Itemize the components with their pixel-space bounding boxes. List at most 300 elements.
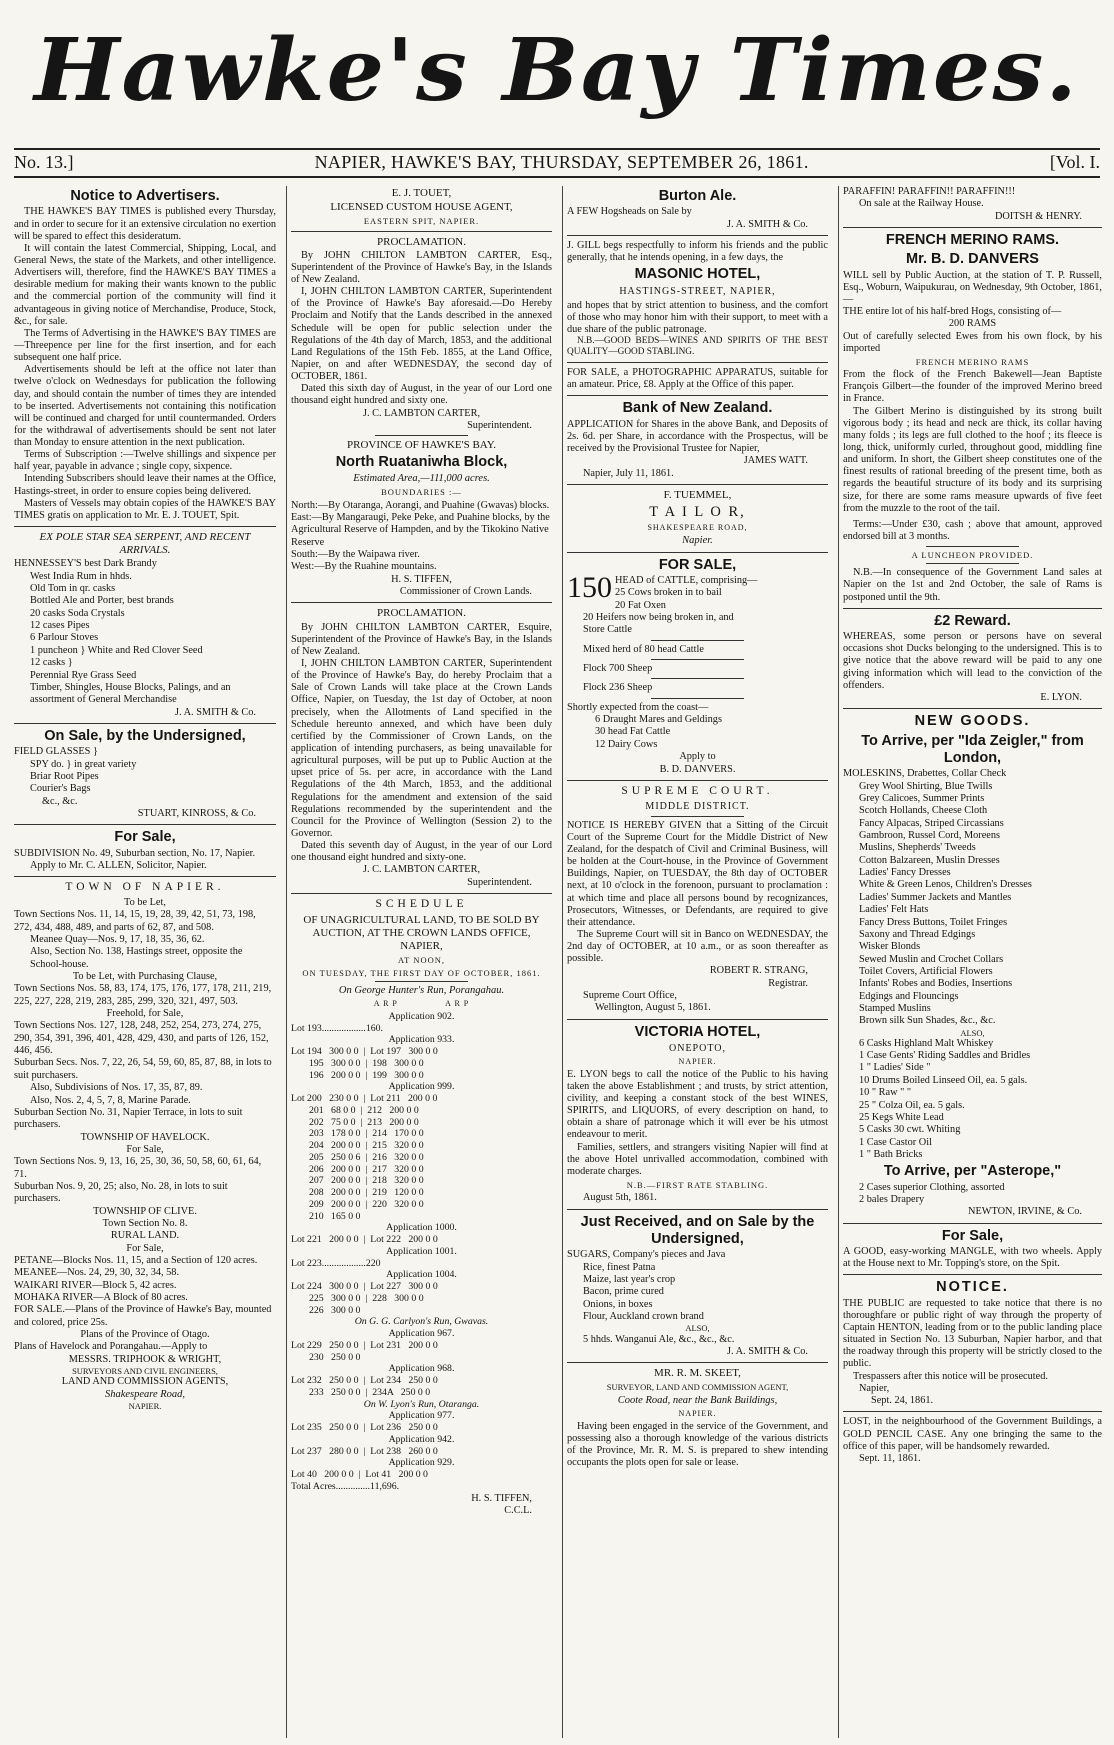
schedule-application: Application 977. bbox=[388, 1410, 455, 1422]
asterope-heading: To Arrive, per "Asterope," bbox=[883, 1163, 1062, 1180]
signature: E. LYON. bbox=[1040, 691, 1082, 703]
list-item: Rice, finest Patna bbox=[583, 1261, 656, 1273]
signature: B. D. DANVERS. bbox=[659, 763, 736, 775]
schedule-row: Total Acres..............11,696. bbox=[291, 1480, 400, 1492]
block-heading: North Ruataniwha Block, bbox=[335, 454, 508, 471]
signature: J. A. SMITH & Co. bbox=[727, 218, 808, 230]
schedule-row: 210 165 0 0 bbox=[309, 1210, 361, 1222]
run-heading: On G. G. Carlyon's Run, Gwavas. bbox=[354, 1316, 489, 1328]
paragraph: Advertisements should be left at the office not later than twelve o'clock on Wednesdays for publication the following day, and should contain the number of times they are intended to be inserted. Advertisements not containing this notification will be continued and charged for until countermanded. Orders for the withdrawal of advertisements should be sent not later than Monday to ensure attention in the next publication. bbox=[14, 364, 276, 449]
signature: J. A. SMITH & Co. bbox=[175, 706, 256, 718]
schedule-row: 230 250 0 0 bbox=[309, 1351, 361, 1363]
schedule-row: Lot 194 300 0 0 | Lot 197 300 0 0 bbox=[291, 1046, 438, 1058]
schedule-row: 207 200 0 0 | 218 320 0 0 bbox=[309, 1175, 424, 1187]
divider bbox=[14, 876, 276, 877]
list-item: Briar Root Pipes bbox=[30, 770, 99, 782]
divider bbox=[651, 698, 745, 699]
list-item: Shortly expected from the coast— bbox=[567, 701, 709, 713]
divider bbox=[291, 231, 552, 232]
signature: H. S. TIFFEN, bbox=[471, 1492, 532, 1504]
list-item: Ladies' Summer Jackets and Mantles bbox=[859, 891, 1012, 903]
date: August 5th, 1861. bbox=[583, 1192, 657, 1204]
forsale-heading: For Sale, bbox=[114, 829, 176, 846]
town: NAPIER. bbox=[128, 1401, 162, 1412]
schedule-application: Application 1001. bbox=[386, 1245, 457, 1257]
list-item: Onions, in boxes bbox=[583, 1298, 653, 1310]
also-line: ALSO, bbox=[960, 1027, 985, 1038]
paragraph: N.B.—In consequence of the Government Land sales at Napier on the 1st and 2nd October, the sale of Rams is postponed until the 9th. bbox=[843, 567, 1102, 603]
danvers-heading: Mr. B. D. DANVERS bbox=[906, 251, 1039, 268]
divider bbox=[843, 1223, 1102, 1224]
run-heading: On George Hunter's Run, Porangahau. bbox=[338, 984, 505, 996]
schedule-row: 205 250 0 6 | 216 320 0 0 bbox=[309, 1151, 424, 1163]
list-item: 1 Case Castor Oil bbox=[859, 1136, 932, 1148]
schedule-application: Application 942. bbox=[388, 1433, 455, 1445]
notice-heading: NOTICE. bbox=[936, 1279, 1009, 1296]
skeet-town: NAPIER. bbox=[678, 1409, 717, 1419]
divider bbox=[567, 1209, 828, 1210]
list-item: 6 Parlour Stoves bbox=[30, 632, 99, 644]
issue-number: No. 13.] bbox=[14, 152, 74, 173]
list-item: &c., &c. bbox=[42, 795, 78, 807]
cattle-number: 150 bbox=[567, 571, 612, 605]
victoria-town: NAPIER. bbox=[678, 1057, 717, 1067]
list-item: 1 puncheon } White and Red Clover Seed bbox=[30, 644, 203, 656]
run-heading: On W. Lyon's Run, Otaranga. bbox=[363, 1398, 480, 1410]
town-heading: TOWN OF NAPIER. bbox=[65, 881, 225, 894]
list-item: Plans of Havelock and Porangahau.—Apply to bbox=[14, 1341, 208, 1353]
signature: NEWTON, IRVINE, & Co. bbox=[968, 1206, 1082, 1218]
luncheon-line: A LUNCHEON PROVIDED. bbox=[911, 550, 1034, 561]
divider bbox=[926, 563, 1019, 564]
list-item: FOR SALE.—Plans of the Province of Hawke's Bay, mounted and colored, price 25s. bbox=[14, 1304, 272, 1328]
signature-role: Registrar. bbox=[768, 977, 808, 989]
paragraph: Masters of Vessels may obtain copies of the HAWKE'S BAY TIMES gratis on application to Mr. E. J. TOUET, Spit. bbox=[14, 497, 276, 521]
signature-role: Superintendent. bbox=[467, 419, 532, 431]
paragraph: WHEREAS, some person or persons have on several occasions shot Ducks belonging to the undersigned. This is to give notice that the above reward will be paid to any one giving information which will lead to the conviction of the offenders. bbox=[843, 631, 1102, 691]
schedule-row: 201 68 0 0 | 212 200 0 0 bbox=[309, 1104, 419, 1116]
mangle-heading: For Sale, bbox=[941, 1227, 1004, 1244]
list-item: West:—By the Ruahine mountains. bbox=[291, 561, 437, 573]
paragraph: THE PUBLIC are requested to take notice that there is no thoroughfare or public right of way through the property of Captain HENTON, leading from or to the public landing place situated in Section No. 13 Suburban, Napier harbor, and that the roadway through this property will be strictly closed to the public. bbox=[843, 1297, 1102, 1370]
divider bbox=[567, 1362, 828, 1363]
list-item: Suburban Secs. Nos. 7, 22, 26, 54, 59, 60, 85, 87, 88, in lots to suit purchasers. bbox=[14, 1057, 272, 1081]
paragraph: APPLICATION for Shares in the above Bank, and Deposits of 2s. 6d. per Share, in accordance with the Prospectus, will be received by the Provisional Trustee for Napier, bbox=[567, 418, 828, 455]
list-item: MOHAKA RIVER—A Block of 80 acres. bbox=[14, 1292, 188, 1304]
list-item: Also, Section No. 138, Hastings street, opposite the School-house. bbox=[30, 946, 243, 970]
list-item: TOWNSHIP OF CLIVE. bbox=[93, 1205, 197, 1217]
list-item: 25 Kegs White Lead bbox=[859, 1111, 944, 1123]
divider bbox=[567, 484, 828, 485]
tailor-address: SHAKESPEARE ROAD, bbox=[647, 523, 748, 533]
signature: J. A. SMITH & Co. bbox=[727, 1345, 808, 1357]
schedule-row: 226 300 0 0 bbox=[309, 1304, 361, 1316]
paragraph: FOR SALE, a PHOTOGRAPHIC APPARATUS, suitable for an amateur. Price, £8. Apply at the Office of this paper. bbox=[567, 367, 828, 391]
paragraph: From the flock of the French Bakewell—Jean Baptiste François Gilbert—the founder of the improved Merino breed in France. bbox=[843, 369, 1102, 405]
list-item: Edgings and Flouncings bbox=[859, 990, 959, 1002]
paragraph: N.B.—GOOD BEDS—WINES AND SPIRITS OF THE BEST QUALITY—GOOD STABLING. bbox=[567, 336, 828, 358]
list-item: Freehold, for Sale, bbox=[106, 1008, 184, 1020]
list-item: Perennial Rye Grass Seed bbox=[30, 669, 137, 681]
paragraph: Dated this sixth day of August, in the year of our Lord one thousand eight hundred and sixty one. bbox=[291, 383, 552, 407]
boundaries-heading: BOUNDARIES :— bbox=[381, 487, 462, 498]
paragraph: I, JOHN CHILTON LAMBTON CARTER, Superintendent of the Province of Hawke's Bay, do hereby Proclaim that a Sale of Crown Lands will take place at the Crown Lands Office, Napier, on Tuesday, the 1st day of October, at noon precisely, when the Allotments of Land specified in the Schedule hereunto annexed, and which have been duly certified by the Commissioner of Crown Lands, on the application of intending purchasers, as being unavailable for agricultural purposes, will be put up to Public Auction at the upset price of 5s. per acre, in accordance with the Land Regulations of the 4th March, 1853, and the additional Regulations for the amendment and extension of the said Regulations recommended by the superintendent and the Council for the Province of Wellington (Session 2) to the Governor. bbox=[291, 657, 552, 839]
paragraph: By JOHN CHILTON LAMBTON CARTER, Esquire, Superintendent of the Province of Hawke's Bay, in the Islands of New Zealand. bbox=[291, 621, 552, 657]
list-item: Saxony and Thread Edgings bbox=[859, 928, 976, 940]
schedule-row: 202 75 0 0 | 213 200 0 0 bbox=[309, 1116, 419, 1128]
signature-role: SURVEYORS AND CIVIL ENGINEERS, bbox=[72, 1366, 218, 1377]
paragraph: THE entire lot of his half-bred Hogs, consisting of— bbox=[843, 306, 1062, 318]
paragraph: The Gilbert Merino is distinguished by its strong built vigorous body ; its head and neck are thick, its collar having many folds ; its legs are full clothed to the hoof ; its fleece is long, thick, uniformly curled, throughout good, middling fine and uniform. In short, the Gilbert sheep constitutes one of the finest results of rational breeding of the present time, both as regards the beautiful structure of its body and its surprising size, for there are some rams measure upwards of five feet from the muzzle to the root of the tail. bbox=[843, 405, 1102, 514]
list-item: Wisker Blonds bbox=[859, 941, 921, 953]
newspaper-title: Hawke's Bay Times. bbox=[34, 20, 1080, 121]
proclamation-heading: PROCLAMATION. bbox=[377, 607, 466, 620]
paragraph: It will contain the latest Commercial, Shipping, Local, and General News, the state of the Markets, and other intelligence. Advertisers will, therefore, find the HAWKE'S BAY TIMES a desirable medium for making their wants known to the public and the commercial portion of the community will find it advantageous in giving notice of Merchandise, Produce, Stock, &c., for sale. bbox=[14, 242, 276, 327]
victoria-heading: VICTORIA HOTEL, bbox=[634, 1023, 761, 1040]
signature-role: C.C.L. bbox=[504, 1505, 532, 1517]
signature-role: Superintendent. bbox=[467, 876, 532, 888]
masonic-heading: MASONIC HOTEL, bbox=[634, 266, 761, 283]
divider bbox=[14, 526, 276, 527]
victoria-sub: ONEPOTO, bbox=[669, 1043, 726, 1055]
paragraph: WILL sell by Public Auction, at the station of T. P. Russell, Esq., Woburn, Waipukurau, on Wednesday, 9th October, 1861,— bbox=[843, 269, 1102, 306]
signature: J. C. LAMBTON CARTER, bbox=[362, 407, 481, 419]
dateline bbox=[14, 148, 1100, 178]
list-item: Mixed herd of 80 head Cattle bbox=[583, 643, 704, 655]
column-1 bbox=[10, 186, 280, 1738]
list-item: RURAL LAND. bbox=[110, 1230, 180, 1242]
paragraph: SUBDIVISION No. 49, Suburban section, No. 17, Napier. bbox=[14, 847, 256, 859]
divider bbox=[291, 602, 552, 603]
list-item: Ladies' Fancy Dresses bbox=[859, 867, 951, 879]
list-item: Ladies' Felt Hats bbox=[859, 904, 929, 916]
schedule-row: Lot 193..................160. bbox=[291, 1022, 383, 1034]
schedule-application: Application 1000. bbox=[386, 1222, 457, 1234]
list-item: 10 " Raw " " bbox=[859, 1087, 912, 1099]
schedule-application: Application 929. bbox=[388, 1457, 455, 1469]
burton-heading: Burton Ale. bbox=[658, 188, 737, 204]
list-item: HENNESSEY'S best Dark Brandy bbox=[14, 558, 157, 570]
list-item: South:—By the Waipawa river. bbox=[291, 549, 420, 560]
paragraph: Trespassers after this notice will be prosecuted. bbox=[853, 1370, 1048, 1382]
goods-heading: NEW GOODS. bbox=[914, 713, 1031, 730]
schedule-row: 204 200 0 0 | 215 320 0 0 bbox=[309, 1140, 424, 1152]
list-item: Town Sections Nos. 127, 128, 248, 252, 254, 273, 274, 275, 290, 354, 391, 396, 401, 428, 429, 430, and parts of 126, 152, 446, 456. bbox=[14, 1020, 269, 1057]
schedule-row: 209 200 0 0 | 220 320 0 0 bbox=[309, 1198, 424, 1210]
skeet-address: Coote Road, near the Bank Buildings, bbox=[617, 1394, 778, 1406]
list-item: Grey Wool Shirting, Blue Twills bbox=[859, 780, 993, 792]
list-item: Sewed Muslin and Crochet Collars bbox=[859, 953, 1004, 965]
proclamation-heading: PROCLAMATION. bbox=[377, 235, 466, 248]
schedule-row: Lot 200 230 0 0 | Lot 211 200 0 0 bbox=[291, 1093, 438, 1105]
paragraph: Families, settlers, and strangers visiting Napier will find at the above Hotel unrivalled accommodation, combined with moderate charges. bbox=[567, 1141, 828, 1177]
paragraph: Terms:—Under £30, cash ; above that amount, approved endorsed bill at 3 months. bbox=[843, 518, 1102, 543]
arp-header: A R P A R P bbox=[373, 999, 470, 1009]
list-item: West India Rum in hhds. bbox=[30, 570, 132, 582]
list-item: Plans of the Province of Otago. bbox=[80, 1329, 210, 1341]
serpent-heading: EX POLE STAR SEA SERPENT, AND RECENT ARRIVALS. bbox=[39, 531, 251, 557]
list-item: 25 " Colza Oil, ea. 5 gals. bbox=[859, 1099, 965, 1111]
bank-heading: Bank of New Zealand. bbox=[622, 400, 773, 417]
schedule-row: 206 200 0 0 | 217 320 0 0 bbox=[309, 1163, 424, 1175]
list-item: Timber, Shingles, House Blocks, Palings, and an assortment of General Merchandise bbox=[30, 681, 231, 706]
list-item: 1 Case Gents' Riding Saddles and Bridles bbox=[859, 1050, 1031, 1062]
paragraph: J. GILL begs respectfully to inform his friends and the public generally, that he intends opening, in a few days, the bbox=[567, 240, 828, 264]
notice-advertisers-heading: Notice to Advertisers. bbox=[70, 188, 220, 204]
province-heading: PROVINCE OF HAWKE'S BAY. bbox=[346, 439, 496, 452]
divider bbox=[926, 546, 1019, 547]
divider bbox=[375, 981, 469, 982]
list-item: Also, Nos. 2, 4, 5, 7, 8, Marine Parade. bbox=[30, 1094, 191, 1106]
list-item: Infants' Robes and Bodies, Insertions bbox=[859, 978, 1013, 990]
schedule-row: Lot 40 200 0 0 | Lot 41 200 0 0 bbox=[291, 1469, 428, 1481]
schedule-application: Application 968. bbox=[388, 1363, 455, 1375]
list-item: 20 casks Soda Crystals bbox=[30, 607, 125, 619]
schedule-row: Lot 232 250 0 0 | Lot 234 250 0 0 bbox=[291, 1375, 438, 1387]
list-item: White & Green Lenos, Children's Dresses bbox=[859, 879, 1032, 891]
list-item: To be Let, with Purchasing Clause, bbox=[72, 971, 218, 983]
paragraph: On sale at the Railway House. bbox=[859, 198, 984, 210]
divider bbox=[843, 608, 1102, 609]
list-item: Muslins, Shepherds' Tweeds bbox=[859, 842, 976, 854]
signature-role: LAND AND COMMISSION AGENTS, bbox=[61, 1376, 229, 1388]
date: Napier, July 11, 1861. bbox=[583, 467, 674, 479]
paragraph: NOTICE IS HEREBY GIVEN that a Sitting of the Circuit Court of the Supreme Court for the Middle District of New Zealand, for the despatch of Civil and Criminal Business, will be holden at the Court-house, in the Province of Government Buildings, Napier, on TUESDAY, the 8th day of OCTOBER next, at 10 o'clock in the forenoon, pursuant to proclamation : at which time and place all persons bound by recognizances, Prosecutors, Witnesses, or Defendants, are required to give their attendance. bbox=[567, 819, 828, 928]
schedule-row: Lot 229 250 0 0 | Lot 231 200 0 0 bbox=[291, 1339, 438, 1351]
schedule-row: 203 178 0 0 | 214 170 0 0 bbox=[309, 1128, 424, 1140]
list-item: 1 " Bath Bricks bbox=[859, 1148, 923, 1160]
list-item: TOWNSHIP OF HAVELOCK. bbox=[80, 1131, 210, 1143]
fmr-line: FRENCH MERINO RAMS bbox=[915, 357, 1030, 367]
tailor-name: F. TUEMMEL, bbox=[663, 488, 732, 501]
list-item: SPY do. } in great variety bbox=[30, 758, 137, 770]
list-item: ALSO, bbox=[685, 1323, 710, 1334]
list-item: 5 hhds. Wanganui Ale, &c., &c., &c. bbox=[583, 1333, 735, 1345]
masonic-address: HASTINGS-STREET, NAPIER, bbox=[619, 285, 776, 297]
signature: MESSRS. TRIPHOOK & WRIGHT, bbox=[68, 1353, 222, 1365]
divider bbox=[567, 552, 828, 553]
block-area: Estimated Area,—111,000 acres. bbox=[353, 472, 490, 484]
divider bbox=[567, 362, 828, 363]
schedule-row: 195 300 0 0 | 198 300 0 0 bbox=[309, 1057, 424, 1069]
schedule-row: 196 200 0 0 | 199 300 0 0 bbox=[309, 1069, 424, 1081]
list-item: Cotton Balzareen, Muslin Dresses bbox=[859, 854, 1000, 866]
list-item: 20 Fat Oxen bbox=[615, 599, 666, 611]
divider bbox=[651, 640, 745, 641]
list-item: Bottled Ale and Porter, best brands bbox=[30, 595, 174, 607]
paragraph: Terms of Subscription :—Twelve shillings and sixpence per half year, payable in advance ; single copy, sixpence. bbox=[14, 449, 276, 473]
court-sub: MIDDLE DISTRICT. bbox=[645, 800, 750, 812]
office: Supreme Court Office, bbox=[583, 990, 677, 1002]
list-item: Flock 236 Sheep bbox=[583, 682, 653, 694]
victoria-nb: N.B.—FIRST RATE STABLING. bbox=[626, 1179, 769, 1190]
divider bbox=[567, 235, 828, 236]
list-item: Bacon, prime cured bbox=[583, 1286, 664, 1298]
schedule-rows bbox=[291, 1011, 552, 1493]
paragraph: and hopes that by strict attention to business, and the comfort of those who may honor him with their support, to meet with a due share of the public patronage. bbox=[567, 299, 828, 336]
list-item: 20 Heifers now being broken in, and bbox=[583, 612, 734, 624]
paragraph: The Supreme Court will sit in Banco on WEDNESDAY, the 2nd day of OCTOBER, at 10 a.m., or as soon thereafter as possible. bbox=[567, 928, 828, 965]
paragraph: E. LYON begs to call the notice of the Public to his having taken the above Establishment ; and trusts, by strict attention, civility, and keeping a constant stock of the best WINES, SPIRITS, and LIQUORS, of every description on hand, to obtain a share of patronage which it will ever be his utmost endeavour to merit. bbox=[567, 1068, 828, 1141]
divider bbox=[843, 1274, 1102, 1275]
schedule-row: 208 200 0 0 | 219 120 0 0 bbox=[309, 1187, 424, 1199]
paragraph: Intending Subscribers should leave their names at the Office, Hastings-street, in order to ensure copies being delivered. bbox=[14, 473, 276, 497]
date: Sept. 11, 1861. bbox=[859, 1452, 921, 1464]
list-item: Town Sections Nos. 58, 83, 174, 175, 176, 177, 178, 211, 219, 225, 227, 228, 219, 283, 285, 299, 320, 321, 497, 503. bbox=[14, 983, 272, 1007]
list-item: 6 Draught Mares and Geldings bbox=[595, 714, 722, 726]
reward-heading: £2 Reward. bbox=[934, 612, 1011, 629]
list-item: Suburban Section No. 31, Napier Terrace, in lots to suit purchasers. bbox=[14, 1106, 243, 1131]
court-heading: SUPREME COURT. bbox=[621, 784, 774, 797]
list-item: Town Sections Nos. 11, 14, 15, 19, 28, 39, 42, 51, 73, 198, 272, 434, 488, 489, and parts of 62, 87, and 508. bbox=[14, 909, 256, 933]
list-item: To be Let, bbox=[124, 897, 166, 909]
paragraph: Dated this seventh day of August, in the year of our Lord one thousand eight hundred and sixty-one. bbox=[291, 840, 552, 864]
list-item: Toilet Covers, Artificial Flowers bbox=[859, 965, 993, 977]
skeet-name: MR. R. M. SKEET, bbox=[654, 1367, 741, 1380]
list-item: Gambroon, Russel Cord, Moreens bbox=[859, 830, 1000, 842]
paragraph: LOST, in the neighbourhood of the Government Buildings, a GOLD PENCIL CASE. Any one bringing the same to the office of this paper, will be handsomely rewarded. bbox=[843, 1416, 1102, 1452]
skeet-role: SURVEYOR, LAND AND COMMISSION AGENT, bbox=[606, 1382, 789, 1393]
signature: DOITSH & HENRY. bbox=[994, 210, 1082, 222]
list-item: Store Cattle bbox=[583, 624, 632, 636]
list-item: FIELD GLASSES } bbox=[14, 746, 98, 758]
schedule-application: Application 1004. bbox=[386, 1269, 457, 1281]
divider bbox=[567, 780, 828, 781]
date: Sept. 24, 1861. bbox=[871, 1395, 934, 1407]
schedule-application: Application 902. bbox=[388, 1010, 455, 1022]
touet-address: EASTERN SPIT, NAPIER. bbox=[363, 216, 480, 227]
rams-line: 200 RAMS bbox=[948, 318, 997, 330]
apply-line: Apply to Mr. C. ALLEN, Solicitor, Napier. bbox=[30, 859, 207, 871]
list-item: For Sale, bbox=[126, 1143, 164, 1155]
list-item: HEAD of CATTLE, comprising— bbox=[615, 575, 758, 587]
list-item: 1 " Ladies' Side " bbox=[859, 1062, 931, 1074]
address: Shakespeare Road, bbox=[104, 1388, 186, 1400]
list-item: Flock 700 Sheep bbox=[583, 663, 653, 675]
list-item: 2 Cases superior Clothing, assorted bbox=[859, 1181, 1005, 1193]
list-item: For Sale, bbox=[126, 1242, 164, 1254]
schedule-application: Application 999. bbox=[388, 1081, 455, 1093]
tailor-town: Napier. bbox=[682, 535, 713, 547]
received-heading: Just Received, and on Sale by the Undersigned, bbox=[580, 1213, 815, 1247]
list-item: Fancy Dress Buttons, Toilet Fringes bbox=[859, 916, 1008, 928]
list-item: MOLESKINS, Drabettes, Collar Check bbox=[843, 768, 1007, 780]
divider bbox=[843, 1411, 1102, 1412]
list-item: Flour, Auckland crown brand bbox=[583, 1311, 704, 1322]
list-item: 12 cases Pipes bbox=[30, 620, 90, 632]
schedule-application: Application 967. bbox=[388, 1328, 455, 1340]
cattle-heading: FOR SALE, bbox=[658, 556, 737, 573]
signature: J. C. LAMBTON CARTER, bbox=[362, 864, 481, 876]
list-item: 25 Cows broken in to bail bbox=[615, 587, 722, 599]
list-item: WAIKARI RIVER—Block 5, 42 acres. bbox=[14, 1279, 177, 1291]
paragraph: Out of carefully selected Ewes from his own flock, by his imported bbox=[843, 330, 1102, 354]
divider bbox=[843, 708, 1102, 709]
list-item: SUGARS, Company's pieces and Java bbox=[567, 1249, 726, 1261]
schedule-heading: SCHEDULE bbox=[375, 898, 468, 911]
divider bbox=[291, 893, 552, 894]
list-item: Fancy Alpacas, Striped Circassians bbox=[859, 817, 1004, 829]
paragraph: A FEW Hogsheads on Sale by bbox=[567, 206, 692, 218]
divider bbox=[375, 435, 469, 436]
onsale-heading: On Sale, by the Undersigned, bbox=[44, 727, 246, 744]
list-item: 10 Drums Boiled Linseed Oil, ea. 5 gals. bbox=[859, 1074, 1028, 1086]
paragraph: A GOOD, easy-working MANGLE, with two wheels. Apply at the House next to Mr. Topping's store, on the Spit. bbox=[843, 1246, 1102, 1270]
list-item: Suburban Nos. 9, 20, 25; also, No. 28, in lots to suit purchasers. bbox=[14, 1180, 228, 1205]
list-item: Grey Calicoes, Summer Prints bbox=[859, 793, 985, 805]
list-item: Maize, last year's crop bbox=[583, 1273, 676, 1285]
paragraph: THE HAWKE'S BAY TIMES is published every Thursday, and in order to secure for it an extensive circulation no exertion will be spared to effect this desideratum. bbox=[14, 206, 276, 242]
list-item: Meanee Quay—Nos. 9, 17, 18, 35, 36, 62. bbox=[30, 934, 205, 946]
signature: ROBERT R. STRANG, bbox=[709, 965, 808, 977]
divider bbox=[651, 659, 745, 660]
divider bbox=[567, 395, 828, 396]
list-item: Town Sections Nos. 9, 13, 16, 25, 30, 36, 50, 58, 60, 61, 64, 71. bbox=[14, 1156, 262, 1180]
schedule-application: Application 933. bbox=[388, 1034, 455, 1046]
list-item: North:—By Otaranga, Aorangi, and Puahine (Gwavas) blocks. bbox=[291, 499, 550, 511]
column-3 bbox=[562, 186, 832, 1738]
list-item: 6 Casks Highland Malt Whiskey bbox=[859, 1037, 994, 1049]
list-item: Also, Subdivisions of Nos. 17, 35, 87, 89. bbox=[30, 1082, 203, 1094]
schedule-row: Lot 221 200 0 0 | Lot 222 200 0 0 bbox=[291, 1234, 438, 1246]
signature: H. S. TIFFEN, bbox=[391, 573, 452, 585]
list-item: East:—By Mangaraugi, Peke Peke, and Puahine blocks, by the Agricultural Reserve of Hampden, and by the Tikokino Native Reserve bbox=[291, 511, 550, 548]
list-item: 5 Casks 30 cwt. Whiting bbox=[859, 1124, 961, 1136]
list-item: 30 head Fat Cattle bbox=[595, 726, 671, 738]
touet-role: LICENSED CUSTOM HOUSE AGENT, bbox=[330, 201, 513, 214]
list-item: MEANEE—Nos. 24, 29, 30, 32, 34, 58. bbox=[14, 1267, 180, 1279]
paragraph: Having been engaged in the service of the Government, and possessing also a thorough knowledge of the various districts of the Province, Mr. R. M. S. is prepared to shew intending occupants the plots open for sale or lease. bbox=[567, 1420, 828, 1469]
date: Wellington, August 5, 1861. bbox=[595, 1002, 711, 1014]
tailor-heading: T A I L O R, bbox=[649, 504, 746, 521]
signature: JAMES WATT. bbox=[743, 455, 808, 467]
list-item: Stamped Muslins bbox=[859, 1002, 931, 1014]
list-item: 12 casks } bbox=[30, 657, 73, 669]
list-item: Town Section No. 8. bbox=[102, 1217, 188, 1229]
divider bbox=[567, 1019, 828, 1020]
list-item: 2 bales Drapery bbox=[859, 1193, 925, 1205]
schedule-row: Lot 223..................220 bbox=[291, 1257, 381, 1269]
list-item: Apply to bbox=[679, 751, 716, 763]
signature-role: Commissioner of Crown Lands. bbox=[399, 586, 532, 598]
volume: [Vol. I. bbox=[1049, 152, 1100, 173]
list-item: Scotch Hollands, Cheese Cloth bbox=[859, 805, 988, 817]
divider bbox=[651, 678, 745, 679]
touet-name: E. J. TOUET, bbox=[391, 187, 452, 199]
schedule-date: ON TUESDAY, THE FIRST DAY OF OCTOBER, 1861. bbox=[302, 967, 541, 978]
place: Napier, bbox=[859, 1382, 890, 1394]
paragraph: By JOHN CHILTON LAMBTON CARTER, Esq., Superintendent of the Province of Hawke's Bay, in the Islands of New Zealand. bbox=[291, 249, 552, 286]
list-item: Brown silk Sun Shades, &c., &c. bbox=[859, 1015, 996, 1027]
notice-advertisers-body bbox=[14, 206, 276, 522]
masthead bbox=[0, 0, 1114, 142]
divider bbox=[651, 816, 745, 817]
schedule-row: Lot 235 250 0 0 | Lot 236 250 0 0 bbox=[291, 1422, 438, 1434]
column-2 bbox=[286, 186, 556, 1738]
merino-heading: FRENCH MERINO RAMS. bbox=[885, 232, 1060, 249]
divider bbox=[14, 824, 276, 825]
schedule-row: 233 250 0 0 | 234A 250 0 0 bbox=[309, 1386, 431, 1398]
issue-date: NAPIER, HAWKE'S BAY, THURSDAY, SEPTEMBER 26, 1861. bbox=[314, 152, 809, 173]
column-4 bbox=[838, 186, 1106, 1738]
goods-sub: To Arrive, per "Ida Zeigler," from London, bbox=[861, 732, 1084, 766]
paragraph: The Terms of Advertising in the HAWKE'S BAY TIMES are—Threepence per line for the first insertion, and for each subsequent one half price. bbox=[14, 327, 276, 364]
list-item: Old Tom in qr. casks bbox=[30, 583, 116, 595]
schedule-sub: OF UNAGRICULTURAL LAND, TO BE SOLD BY AUCTION, AT THE CROWN LANDS OFFICE, NAPIER, bbox=[303, 913, 540, 953]
schedule-row: Lot 224 300 0 0 | Lot 227 300 0 0 bbox=[291, 1281, 438, 1293]
list-item: PETANE—Blocks Nos. 11, 15, and a Section of 120 acres. bbox=[14, 1254, 258, 1266]
list-item: 12 Dairy Cows bbox=[595, 738, 658, 750]
